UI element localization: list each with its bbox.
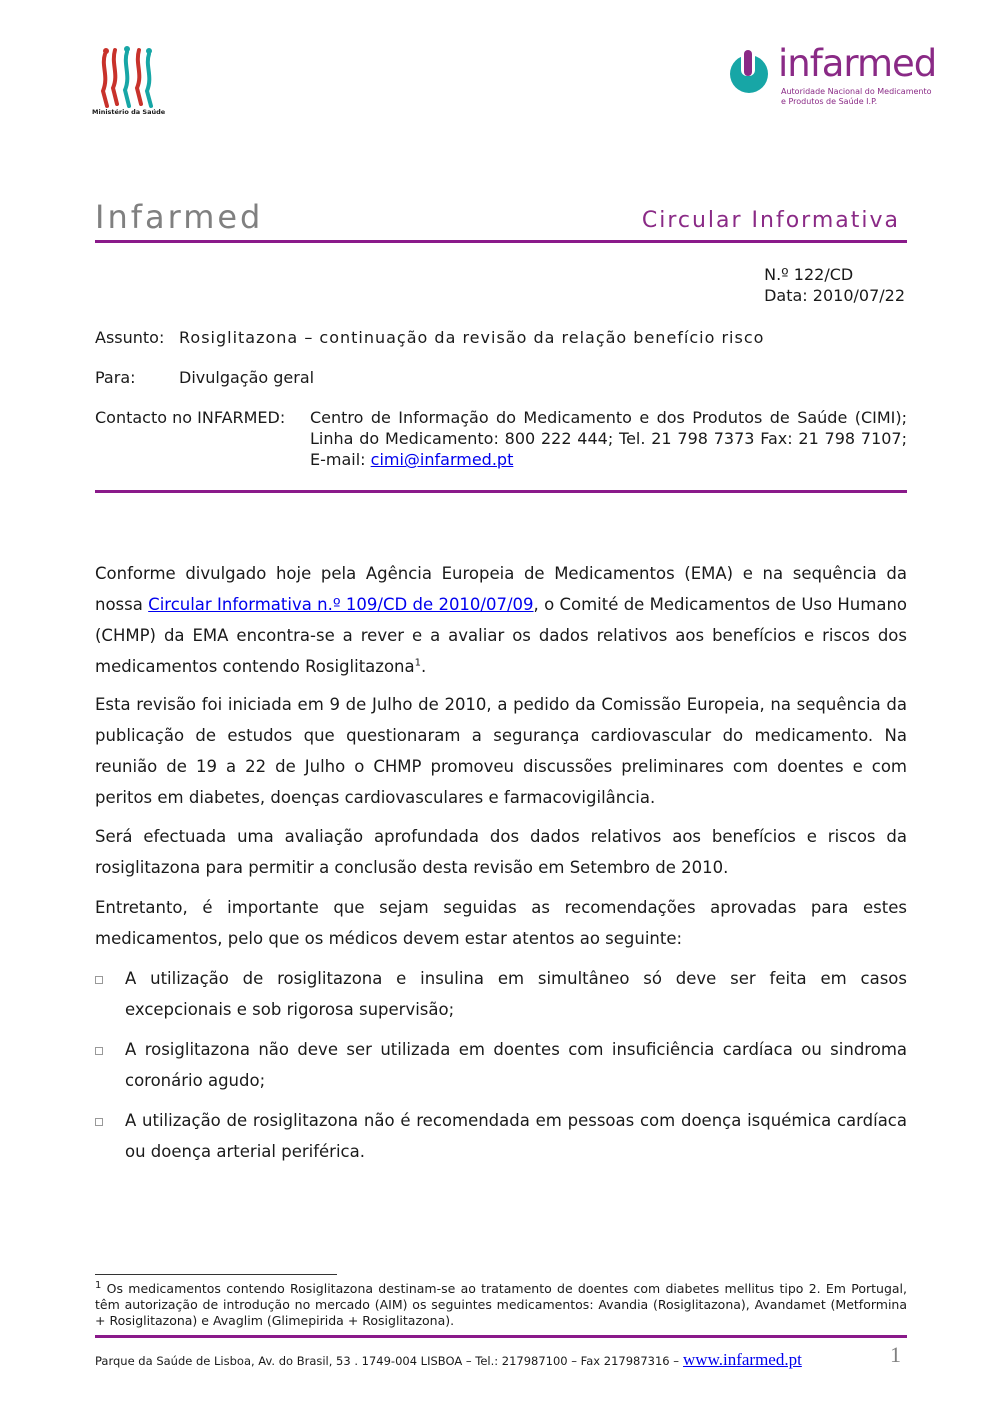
bullet-box-icon [95,976,103,984]
footnote-text: Os medicamentos contendo Rosiglitazona destinam-se ao tratamento de doentes com diabetes mellitus tipo 2. Em Portugal, têm autorização de introdução no mercado (AIM) os seguintes medicamentos: Avandia (Rosiglitazona), Avandamet (Metformina + Rosiglitazona) e Avaglim (Glimepirida + Rosiglitazona). [95,1281,907,1328]
circular-109-link[interactable]: Circular Informativa n.º 109/CD de 2010/07/09 [148,595,534,614]
meta-rule [95,490,907,493]
contact-value [310,407,907,470]
infarmed-logo-icon [726,46,786,96]
list-item-text: A rosiglitazona não deve ser utilizada em doentes com insuficiência cardíaca ou sindroma coronário agudo; [125,1040,907,1090]
recipient-label: Para: [95,368,136,387]
bullet-box-icon [95,1118,103,1126]
footnote-reference: 1 [414,657,421,669]
document-type: Circular Informativa [641,208,900,233]
infarmed-tagline-line-2: e Produtos de Saúde I.P. [781,97,878,106]
footer-rule [95,1335,907,1338]
recipient-value: Divulgação geral [179,368,315,387]
paragraph-4: Entretanto, é importante que sejam seguidas as recomendações aprovadas para estes medicamentos, pelo que os médicos devem estar atentos ao seguinte: [95,898,907,948]
subject-label: Assunto: [95,328,165,347]
list-item [95,963,907,1025]
list-item [95,1105,907,1167]
contact-text: Centro de Informação do Medicamento e dos Produtos de Saúde (CIMI); Linha do Medicamento: 800 222 444; Tel. 21 798 7373 Fax: 21 798 7107; E-mail: [310,408,907,469]
paragraph-1-text-a: Conforme divulgado hoje pela Agência Europeia de Medicamentos (EMA) e na sequência da nossa [95,564,907,614]
contact-row [95,407,907,473]
contact-label: Contacto no INFARMED: [95,408,286,427]
ministry-of-health-logo [97,46,157,116]
recipient-row [95,367,907,388]
contact-email-link[interactable]: cimi@infarmed.pt [370,450,514,469]
list-item-text: A utilização de rosiglitazona e insulina em simultâneo só deve ser feita em casos excepcionais e sob rigorosa supervisão; [125,969,907,1019]
ministry-caption: Ministério da Saúde [92,108,166,116]
subject-row [95,327,907,348]
paragraph-1-text-c: . [421,657,427,676]
footnote-rule [95,1274,337,1275]
paragraph-3: Será efectuada uma avaliação aprofundada dos dados relativos aos benefícios e riscos da rosiglitazona para permitir a conclusão desta revisão em Setembro de 2010. [95,827,907,877]
circular-date: Data: 2010/07/22 [764,286,905,305]
infarmed-tagline [781,87,932,107]
bullet-box-icon [95,1047,103,1055]
paragraph-2: Esta revisão foi iniciada em 9 de Julho de 2010, a pedido da Comissão Europeia, na sequência da publicação de estudos que questionaram a segurança cardiovascular do medicamento. Na reunião de 19 a 22 de Julho o CHMP promoveu discussões preliminares com doentes e com peritos em diabetes, doenças cardiovasculares e farmacovigilância. [95,695,907,807]
circular-number: N.º 122/CD [764,265,854,284]
infarmed-tagline-line-1: Autoridade Nacional do Medicamento [781,87,932,96]
infarmed-wordmark: infarmed [778,42,937,85]
list-item [95,1034,907,1096]
footer-website-link[interactable]: www.infarmed.pt [683,1350,802,1369]
footer-address [95,1350,802,1370]
footnote-marker: 1 [95,1279,102,1291]
footnote [95,1281,907,1329]
header-rule [95,240,907,243]
paragraph-1 [95,558,907,682]
document-brand: Infarmed [95,198,264,236]
document-reference [764,264,905,306]
list-item-text: A utilização de rosiglitazona não é recomendada em pessoas com doença isquémica cardíaca ou doença arterial periférica. [125,1111,907,1161]
subject-value: Rosiglitazona – continuação da revisão da relação benefício risco [179,328,765,347]
footer-address-text: Parque da Saúde de Lisboa, Av. do Brasil, 53 . 1749-004 LISBOA – Tel.: 217987100 – Fax 217987316 – [95,1354,680,1368]
paragraph-1-text-b: , o Comité de Medicamentos de Uso Humano (CHMP) da EMA encontra-se a rever e a avaliar os dados relativos aos benefícios e riscos dos medicamentos contendo Rosiglitazona [95,595,907,676]
page-number: 1 [890,1342,901,1367]
